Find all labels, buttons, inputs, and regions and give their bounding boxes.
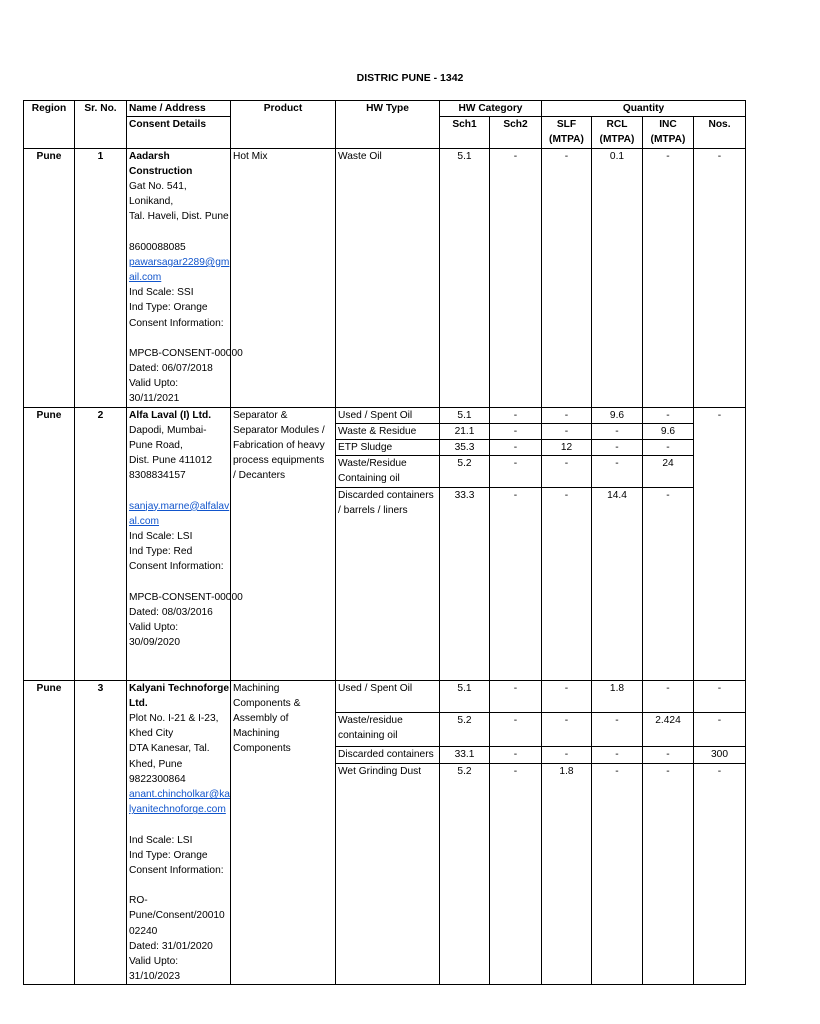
text-line: Ind Scale: SSI [129,287,194,299]
product-cell [231,407,336,680]
rcl-cell: - [592,746,643,763]
text-line: Components [233,743,291,755]
hw-type-cell [336,746,440,763]
table-row [24,407,746,423]
text-line: 30/11/2021 [129,393,180,405]
header-region: Region [24,101,75,117]
text-line: MPCB-CONSENT-00000 [129,347,243,359]
hazardous-waste-table [23,100,746,985]
text-line: 8600088085 [129,241,186,253]
table-body [24,148,746,985]
slf-cell: - [542,148,592,407]
header-slf: SLF (MTPA) [542,117,592,148]
inc-cell: - [643,680,694,712]
nos-cell: - [694,148,746,407]
sch2-cell: - [490,764,542,985]
hw-type-cell [336,148,440,407]
text-line: / barrels / liners [338,504,408,516]
sr-no-cell: 2 [75,407,127,680]
nos-cell: - [694,712,746,746]
sch2-cell: - [490,440,542,456]
text-line: Dapodi, Mumbai- [129,424,207,436]
inc-cell: - [643,148,694,407]
text-line: Pune/Consent/20010 [129,910,225,922]
sch2-cell: - [490,746,542,763]
header-inc: INC (MTPA) [643,117,694,148]
text-line: 9822300864 [129,773,186,785]
sch1-cell: 33.3 [440,487,490,680]
text-line: Valid Upto: [129,622,179,634]
nos-cell [694,487,746,680]
email-link[interactable] [129,255,228,285]
text-line: Separator Modules / [233,424,325,436]
text-line: Alfa Laval (I) Ltd. [129,409,212,421]
product-cell [231,680,336,985]
slf-cell: 12 [542,440,592,456]
text-line: / Decanters [233,470,286,482]
text-line: Ltd. [129,697,148,709]
text-line: Dated: 31/01/2020 [129,940,213,952]
text-line: Components & [233,697,301,709]
email-link[interactable] [129,787,228,817]
sch2-cell: - [490,407,542,423]
table-row [24,148,746,407]
text-line: Khed City [129,728,174,740]
sr-no-cell: 3 [75,680,127,985]
text-line: Waste Oil [338,150,382,162]
slf-cell: - [542,407,592,423]
text-line: Ind Scale: LSI [129,531,193,543]
text-line: process equipments [233,455,325,467]
text-line: lyanitechnoforge.com [129,804,226,816]
text-line: Aadarsh [129,150,170,162]
rcl-cell: - [592,423,643,439]
text-line: Machining [233,682,280,694]
rcl-cell: 14.4 [592,487,643,680]
sch1-cell: 5.1 [440,148,490,407]
text-line: MPCB-CONSENT-00000 [129,591,243,603]
text-line: anant.chincholkar@ka [129,789,230,801]
name-address-cell [127,680,231,985]
text-line: Pune Road, [129,440,183,452]
hw-type-cell [336,680,440,712]
slf-cell: - [542,712,592,746]
header-nos: Nos. [694,117,746,148]
text-line: Discarded containers [338,489,434,501]
text-line: ail.com [129,272,162,284]
rcl-cell: - [592,456,643,487]
sch1-cell: 5.2 [440,712,490,746]
nos-cell [694,423,746,439]
text-line: Dated: 06/07/2018 [129,363,213,375]
text-line [129,818,228,833]
text-line: Consent Information: [129,864,224,876]
rcl-cell: 1.8 [592,680,643,712]
name-address-cell [127,407,243,680]
slf-cell: - [542,487,592,680]
nos-cell: 300 [694,746,746,763]
text-line: al.com [129,515,160,527]
header-sch2: Sch2 [490,117,542,148]
region-cell: Pune [24,680,75,985]
text-line: RO- [129,895,148,907]
text-line: 8308834157 [129,470,186,482]
hw-type-cell [336,407,440,423]
nos-cell [694,440,746,456]
hw-type-cell [336,456,440,487]
text-line: sanjay.marne@alfalav [129,500,230,512]
sch1-cell: 33.1 [440,746,490,763]
text-line: ETP Sludge [338,442,393,454]
text-line: Dated: 08/03/2016 [129,606,213,618]
email-link[interactable] [129,499,228,529]
nos-cell: - [694,407,746,423]
sr-no-cell: 1 [75,148,127,407]
text-line: Plot No. I-21 & I-23, [129,713,219,725]
inc-cell: 2.424 [643,712,694,746]
text-line: Ind Type: Orange [129,849,208,861]
inc-cell: - [643,407,694,423]
region-cell: Pune [24,407,75,680]
header-quantity: Quantity [542,101,746,117]
text-line [129,575,228,590]
text-line: Containing oil [338,473,400,485]
slf-cell: - [542,423,592,439]
text-line [129,225,228,240]
hw-type-cell [336,712,440,746]
document-title: DISTRIC PUNE - 1342 [356,72,464,84]
text-line: Dist. Pune 411012 [129,455,213,467]
text-line [129,331,228,346]
nos-cell: - [694,680,746,712]
hw-type-cell [336,423,440,439]
text-line: Consent Information: [129,317,224,329]
header-rcl: RCL (MTPA) [592,117,643,148]
text-line: 31/10/2023 [129,971,180,983]
sch2-cell: - [490,456,542,487]
text-line [129,484,228,499]
text-line: Wet Grinding Dust [338,766,422,778]
rcl-cell: - [592,712,643,746]
text-line: DTA Kanesar, Tal. [129,743,210,755]
slf-cell: - [542,456,592,487]
region-cell: Pune [24,148,75,407]
text-line: containing oil [338,730,398,742]
text-line: Used / Spent Oil [338,409,413,421]
text-line: Assembly of [233,713,289,725]
text-line: Machining [233,728,280,740]
slf-cell: - [542,746,592,763]
sch2-cell: - [490,487,542,680]
text-line: Gat No. 541, [129,181,187,193]
hw-type-cell [336,440,440,456]
text-line: Separator & [233,409,288,421]
text-line: Khed, Pune [129,758,183,770]
text-line: Tal. Haveli, Dist. Pune [129,211,229,223]
text-line: Lonikand, [129,196,174,208]
header-hw-type: HW Type [336,101,440,117]
sch2-cell: - [490,423,542,439]
sch1-cell: 35.3 [440,440,490,456]
sch1-cell: 5.1 [440,680,490,712]
hw-type-cell [336,487,440,680]
nos-cell: - [694,764,746,985]
text-line: Waste & Residue [338,425,417,437]
text-line: Ind Scale: LSI [129,834,193,846]
inc-cell: 24 [643,456,694,487]
rcl-cell: 0.1 [592,148,643,407]
rcl-cell: - [592,764,643,985]
header-consent-details: Consent Details [127,117,231,148]
text-line: Valid Upto: [129,955,179,967]
sch2-cell: - [490,712,542,746]
inc-cell: - [643,746,694,763]
inc-cell: - [643,440,694,456]
text-line: Ind Type: Orange [129,302,208,314]
inc-cell: - [643,487,694,680]
sch1-cell: 21.1 [440,423,490,439]
text-line: 02240 [129,925,158,937]
inc-cell: 9.6 [643,423,694,439]
text-line: Waste/residue [338,714,403,726]
inc-cell: - [643,764,694,985]
header-sr-no: Sr. No. [75,101,127,117]
hw-type-cell [336,764,440,985]
table-row [24,680,746,712]
rcl-cell: - [592,440,643,456]
product-cell [231,148,336,407]
rcl-cell: 9.6 [592,407,643,423]
text-line: Kalyani Technoforge [129,682,230,694]
text-line: Construction [129,165,193,177]
slf-cell: 1.8 [542,764,592,985]
sch2-cell: - [490,148,542,407]
text-line [129,878,228,893]
text-line: Discarded containers [338,748,434,760]
sch1-cell: 5.1 [440,407,490,423]
text-line: Waste/Residue [338,458,407,470]
text-line: 30/09/2020 [129,637,180,649]
slf-cell: - [542,680,592,712]
text-line: Fabrication of heavy [233,440,325,452]
text-line: Used / Spent Oil [338,682,413,694]
sch1-cell: 5.2 [440,456,490,487]
text-line: Valid Upto: [129,378,179,390]
text-line: Consent Information: [129,561,224,573]
header-name-address: Name / Address [127,101,231,117]
sch1-cell: 5.2 [440,764,490,985]
nos-cell [694,456,746,487]
header-product: Product [231,101,336,117]
header-hw-category: HW Category [440,101,542,117]
text-line: pawarsagar2289@gm [129,256,230,268]
header-sch1: Sch1 [440,117,490,148]
text-line: Ind Type: Red [129,546,193,558]
text-line: Hot Mix [233,150,268,162]
sch2-cell: - [490,680,542,712]
name-address-cell [127,148,243,407]
